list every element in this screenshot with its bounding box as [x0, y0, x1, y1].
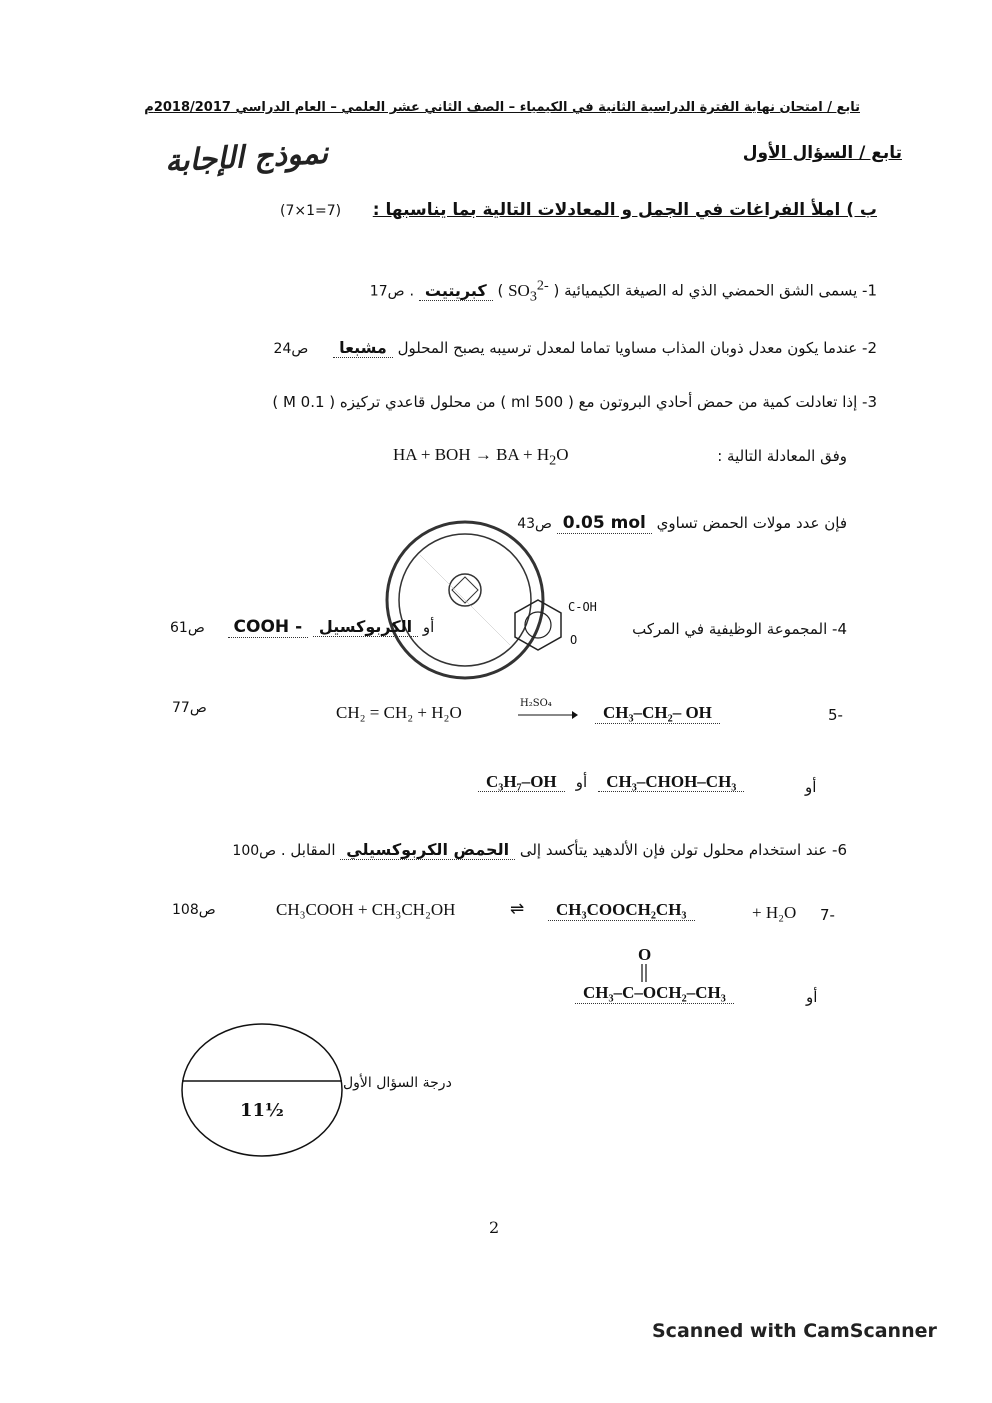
or-label: أو: [422, 618, 435, 636]
answer-6: الحمض الكربوكسيلي: [340, 840, 515, 860]
score-circle-icon: [178, 1020, 346, 1160]
or-label: أو: [575, 773, 588, 791]
question-3-line3: [517, 513, 847, 533]
question-4-answer: [170, 617, 434, 637]
question-number-5: 5-: [828, 706, 843, 724]
question-3-equation: HA + BOH → BA + $H_2O$: [393, 445, 569, 469]
question-text: يسمى الشق الحمضي الذي له الصيغة الكيميائية (: [553, 281, 858, 300]
question-5-catalyst: H₂SO₄: [520, 698, 552, 709]
reaction-arrow-icon: [518, 710, 578, 720]
equilibrium-arrow-icon: ⇌: [510, 899, 525, 918]
answer-7: CH₃COOCH₂CH₃: [548, 900, 695, 921]
answer-4: COOH -: [228, 617, 309, 638]
answer-3: 0.05 mol: [557, 513, 652, 534]
question-5-reactants: CH₂ = CH₂ + H₂O: [336, 703, 462, 722]
structure-oxygen: O: [570, 633, 578, 647]
question-text: وفق المعادلة التالية :: [717, 447, 847, 465]
or-label-5: أو: [805, 778, 817, 796]
question-3-line2: [717, 447, 847, 465]
question-text: عند استخدام محلول تولن فإن الألدهيد يتأكسد إلى: [519, 841, 828, 859]
part-b-instruction: ب ) املأ الفراغات في الجمل و المعادلات التالية بما يناسبها :: [372, 200, 877, 220]
answer-2: مشبعا: [333, 338, 393, 358]
or-label-7: أو: [806, 988, 818, 1006]
page-ref-7: ص108: [172, 902, 216, 918]
question-number: 4-: [832, 620, 847, 638]
answer-model-title: نموذج الإجابة: [164, 135, 329, 180]
question-3: [272, 393, 877, 411]
question-1: 1- يسمى الشق الحمضي الذي له الصيغة الكيميائية ( $SO_3^{2-}$ ) كبريتيت . ص17: [369, 277, 877, 305]
score-value: 11½: [240, 1100, 284, 1121]
close-paren: ): [497, 281, 504, 300]
page-ref-1: ص17: [369, 283, 405, 300]
question-text: عندما يكون معدل ذوبان المذاب مساويا تماما لمعدل ترسيبه يصبح المحلول: [397, 339, 858, 357]
question-4: [632, 620, 847, 638]
answer-5-alt-2: C₃H₇–OH: [478, 772, 565, 792]
formula: $SO_3^{2-}$: [508, 277, 549, 305]
exam-header: تابع / امتحان نهاية الفترة الدراسية الثانية في الكيمياء – الصف الثاني عشر العلمي – العام الدراسي 2018/2017م: [144, 100, 860, 115]
page-ref-6: ص100: [232, 843, 277, 859]
page-ref-3: ص43: [517, 516, 552, 532]
page-ref-4: ص61: [170, 620, 205, 636]
answer-1: كبريتيت: [419, 281, 493, 301]
question-7-reactants: CH₃COOH + CH₃CH₂OH: [276, 900, 456, 919]
page-ref-2: ص24: [273, 341, 309, 357]
question-number: 3-: [862, 393, 877, 411]
score-label: درجة السؤال الأول: [343, 1075, 452, 1091]
answer-7-alt: CH₃–C–OCH₂–CH₃: [575, 983, 734, 1004]
question-5-alternatives: [478, 772, 744, 792]
question-continued-label: تابع / السؤال الأول: [742, 143, 902, 163]
question-text: المجموعة الوظيفية في المركب: [632, 620, 828, 638]
page-number: 2: [489, 1218, 500, 1237]
double-bond-icon: [639, 964, 649, 984]
question-number: 2-: [862, 339, 877, 357]
question-text: المقابل .: [280, 841, 336, 859]
answer-5-alt-1: CH₃–CHOH–CH₃: [598, 772, 744, 792]
question-text: إذا تعادلت كمية من حمض أحادي البروتون مع ( 500 ml ) من محلول قاعدي تركيزه ( 0.1 M ): [272, 393, 858, 411]
question-number: 6-: [832, 841, 847, 859]
question-number-7: 7-: [820, 906, 835, 924]
question-text: فإن عدد مولات الحمض تساوي: [656, 514, 847, 532]
camscanner-watermark: Scanned with CamScanner: [652, 1320, 937, 1342]
question-2: [274, 338, 877, 357]
answer-5: CH₃–CH₂– OH: [595, 703, 720, 724]
answer-4-arabic: الكربوكسيل: [313, 617, 418, 637]
answer-7-alt-oxygen: O: [638, 945, 652, 964]
question-6: [232, 840, 847, 859]
question-7-water: + H₂O: [752, 903, 797, 922]
page-ref-5: ص77: [172, 700, 207, 716]
structure-carboxyl: C-OH: [568, 600, 597, 614]
part-b-marks: (7×1=7): [280, 203, 342, 219]
question-number: 1-: [862, 281, 877, 300]
benzene-ring-icon: [508, 595, 568, 655]
